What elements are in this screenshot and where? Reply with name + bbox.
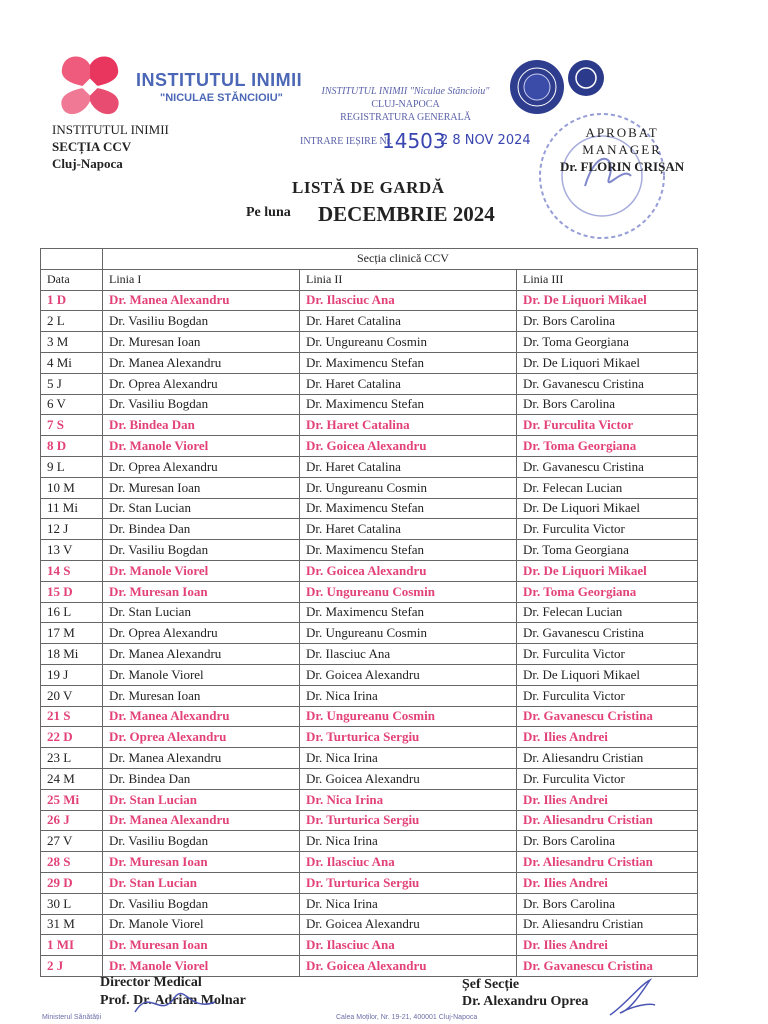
- stamp-line-1: INSTITUTUL INIMII "Niculae Stăncioiu": [321, 86, 490, 97]
- line-3-cell: Dr. Furculita Victor: [517, 415, 698, 436]
- line-1-cell: Dr. Manole Viorel: [103, 664, 300, 685]
- table-row: [41, 852, 698, 873]
- line-3-cell: Dr. Furculita Victor: [517, 519, 698, 540]
- line-2-cell: Dr. Goicea Alexandru: [300, 436, 517, 457]
- line-3-cell: Dr. Aliesandru Cristian: [517, 852, 698, 873]
- date-cell: 2 L: [41, 311, 103, 332]
- line-1-cell: Dr. Stan Lucian: [103, 602, 300, 623]
- table-header-row: [41, 269, 698, 290]
- line-1-cell: Dr. Muresan Ioan: [103, 685, 300, 706]
- date-cell: 30 L: [41, 893, 103, 914]
- month-label: Pe luna: [246, 205, 291, 220]
- approval-label: APROBAT: [585, 125, 659, 140]
- date-cell: 5 J: [41, 373, 103, 394]
- stamp-line-3: REGISTRATURA GENERALĂ: [340, 112, 471, 123]
- approval-role: MANAGER: [582, 142, 662, 157]
- line-3-cell: Dr. De Liquori Mikael: [517, 352, 698, 373]
- line-2-cell: Dr. Nica Irina: [300, 831, 517, 852]
- date-cell: 8 D: [41, 436, 103, 457]
- institute-logo: [54, 53, 126, 123]
- table-row: [41, 914, 698, 935]
- line-1-cell: Dr. Manea Alexandru: [103, 290, 300, 311]
- table-row: [41, 623, 698, 644]
- line-2-cell: Dr. Ungureanu Cosmin: [300, 706, 517, 727]
- line-3-cell: Dr. Gavanescu Cristina: [517, 456, 698, 477]
- table-row: [41, 956, 698, 977]
- line-3-cell: Dr. De Liquori Mikael: [517, 664, 698, 685]
- date-cell: 13 V: [41, 540, 103, 561]
- date-cell: 29 D: [41, 872, 103, 893]
- table-row: [41, 935, 698, 956]
- date-cell: 11 Mi: [41, 498, 103, 519]
- line-2-cell: Dr. Turturica Sergiu: [300, 810, 517, 831]
- line-1-cell: Dr. Vasiliu Bogdan: [103, 540, 300, 561]
- date-cell: 25 Mi: [41, 789, 103, 810]
- date-cell: 23 L: [41, 748, 103, 769]
- approval-name: Dr. FLORIN CRIȘAN: [560, 159, 685, 174]
- date-cell: 6 V: [41, 394, 103, 415]
- date-cell: 31 M: [41, 914, 103, 935]
- table-row: [41, 477, 698, 498]
- logo-subtitle: "NICULAE STĂNCIOIU": [160, 92, 283, 104]
- date-cell: 24 M: [41, 768, 103, 789]
- line-1-cell: Dr. Oprea Alexandru: [103, 456, 300, 477]
- section-empty-cell: [41, 249, 103, 270]
- line-2-cell: Dr. Goicea Alexandru: [300, 914, 517, 935]
- line-2-cell: Dr. Ungureanu Cosmin: [300, 623, 517, 644]
- date-cell: 19 J: [41, 664, 103, 685]
- line-3-cell: Dr. Aliesandru Cristian: [517, 810, 698, 831]
- line-1-cell: Dr. Muresan Ioan: [103, 935, 300, 956]
- line-2-cell: Dr. Turturica Sergiu: [300, 727, 517, 748]
- line-2-cell: Dr. Haret Catalina: [300, 415, 517, 436]
- registration-number: 14503: [382, 129, 446, 153]
- line-2-cell: Dr. Ungureanu Cosmin: [300, 581, 517, 602]
- table-row: [41, 456, 698, 477]
- table-row: [41, 498, 698, 519]
- table-row: [41, 352, 698, 373]
- line-1-cell: Dr. Manea Alexandru: [103, 748, 300, 769]
- line-3-cell: Dr. Toma Georgiana: [517, 540, 698, 561]
- footer-address: Calea Moților, Nr. 19-21, 400001 Cluj-Napoca: [336, 1014, 478, 1021]
- registration-date: 2 8 NOV 2024: [440, 133, 531, 148]
- document-title: LISTĂ DE GARDĂ: [292, 178, 445, 197]
- director-label: Director Medical: [100, 975, 202, 990]
- chief-signature-icon: [600, 975, 660, 1020]
- line-1-cell: Dr. Muresan Ioan: [103, 332, 300, 353]
- date-cell: 7 S: [41, 415, 103, 436]
- line-2-cell: Dr. Maximencu Stefan: [300, 394, 517, 415]
- date-cell: 27 V: [41, 831, 103, 852]
- line-3-cell: Dr. Bors Carolina: [517, 311, 698, 332]
- line-2-cell: Dr. Nica Irina: [300, 789, 517, 810]
- date-cell: 20 V: [41, 685, 103, 706]
- line-1-cell: Dr. Oprea Alexandru: [103, 623, 300, 644]
- table-row: [41, 789, 698, 810]
- line-3-cell: Dr. Felecan Lucian: [517, 477, 698, 498]
- date-cell: 3 M: [41, 332, 103, 353]
- line-3-cell: Dr. Furculita Victor: [517, 768, 698, 789]
- line-3-cell: Dr. Aliesandru Cristian: [517, 914, 698, 935]
- line-1-cell: Dr. Manea Alexandru: [103, 706, 300, 727]
- date-cell: 2 J: [41, 956, 103, 977]
- table-row: [41, 644, 698, 665]
- line-1-cell: Dr. Vasiliu Bogdan: [103, 893, 300, 914]
- line-1-cell: Dr. Vasiliu Bogdan: [103, 831, 300, 852]
- line-1-cell: Dr. Manole Viorel: [103, 436, 300, 457]
- registration-stamp: [298, 85, 513, 124]
- date-cell: 15 D: [41, 581, 103, 602]
- line-1-cell: Dr. Stan Lucian: [103, 872, 300, 893]
- line-2-cell: Dr. Goicea Alexandru: [300, 560, 517, 581]
- line-2-cell: Dr. Haret Catalina: [300, 456, 517, 477]
- line-2-cell: Dr. Nica Irina: [300, 685, 517, 706]
- line-3-cell: Dr. Gavanescu Cristina: [517, 623, 698, 644]
- approval-block: [560, 124, 684, 175]
- line-3-cell: Dr. Toma Georgiana: [517, 436, 698, 457]
- line-3-cell: Dr. Aliesandru Cristian: [517, 748, 698, 769]
- line-1-cell: Dr. Oprea Alexandru: [103, 727, 300, 748]
- line-3-cell: Dr. Bors Carolina: [517, 831, 698, 852]
- stamp-line-2: CLUJ-NAPOCA: [371, 99, 440, 110]
- line-2-cell: Dr. Goicea Alexandru: [300, 664, 517, 685]
- table-row: [41, 810, 698, 831]
- line-2-cell: Dr. Ilasciuc Ana: [300, 290, 517, 311]
- line-3-cell: Dr. Ilies Andrei: [517, 789, 698, 810]
- institution-block: [52, 121, 169, 172]
- logo-title: INSTITUTUL INIMII: [136, 70, 303, 90]
- line-1-cell: Dr. Muresan Ioan: [103, 477, 300, 498]
- line-3-cell: Dr. Ilies Andrei: [517, 872, 698, 893]
- date-cell: 22 D: [41, 727, 103, 748]
- table-row: [41, 664, 698, 685]
- section-title: Secția clinică CCV: [103, 249, 698, 270]
- date-cell: 17 M: [41, 623, 103, 644]
- header-date: Data: [41, 269, 103, 290]
- line-3-cell: Dr. Furculita Victor: [517, 644, 698, 665]
- line-1-cell: Dr. Manea Alexandru: [103, 810, 300, 831]
- table-section-row: [41, 249, 698, 270]
- line-3-cell: Dr. Toma Georgiana: [517, 332, 698, 353]
- line-1-cell: Dr. Manole Viorel: [103, 560, 300, 581]
- table-row: [41, 893, 698, 914]
- table-row: [41, 727, 698, 748]
- line-3-cell: Dr. Bors Carolina: [517, 394, 698, 415]
- line-3-cell: Dr. De Liquori Mikael: [517, 498, 698, 519]
- line-2-cell: Dr. Haret Catalina: [300, 311, 517, 332]
- table-row: [41, 415, 698, 436]
- line-2-cell: Dr. Nica Irina: [300, 748, 517, 769]
- chief-label: Șef Secție: [462, 977, 520, 992]
- line-3-cell: Dr. Bors Carolina: [517, 893, 698, 914]
- line-3-cell: Dr. Felecan Lucian: [517, 602, 698, 623]
- date-cell: 21 S: [41, 706, 103, 727]
- table-row: [41, 748, 698, 769]
- institution-city: Cluj-Napoca: [52, 156, 123, 171]
- table-row: [41, 540, 698, 561]
- line-2-cell: Dr. Ilasciuc Ana: [300, 644, 517, 665]
- line-2-cell: Dr. Maximencu Stefan: [300, 540, 517, 561]
- line-2-cell: Dr. Ilasciuc Ana: [300, 935, 517, 956]
- table-row: [41, 311, 698, 332]
- table-row: [41, 519, 698, 540]
- date-cell: 12 J: [41, 519, 103, 540]
- header-line-2: Linia II: [300, 269, 517, 290]
- line-3-cell: Dr. De Liquori Mikael: [517, 560, 698, 581]
- date-cell: 14 S: [41, 560, 103, 581]
- line-2-cell: Dr. Maximencu Stefan: [300, 498, 517, 519]
- line-1-cell: Dr. Bindea Dan: [103, 768, 300, 789]
- header-line-3: Linia III: [517, 269, 698, 290]
- line-1-cell: Dr. Manea Alexandru: [103, 644, 300, 665]
- date-cell: 10 M: [41, 477, 103, 498]
- table-row: [41, 581, 698, 602]
- line-3-cell: Dr. De Liquori Mikael: [517, 290, 698, 311]
- date-cell: 4 Mi: [41, 352, 103, 373]
- date-cell: 1 D: [41, 290, 103, 311]
- line-2-cell: Dr. Ilasciuc Ana: [300, 852, 517, 873]
- line-1-cell: Dr. Manole Viorel: [103, 956, 300, 977]
- director-name: Prof. Dr. Adrian Molnar: [100, 993, 246, 1008]
- line-2-cell: Dr. Maximencu Stefan: [300, 352, 517, 373]
- line-3-cell: Dr. Gavanescu Cristina: [517, 706, 698, 727]
- line-2-cell: Dr. Ungureanu Cosmin: [300, 332, 517, 353]
- table-row: [41, 290, 698, 311]
- date-cell: 9 L: [41, 456, 103, 477]
- table-row: [41, 831, 698, 852]
- line-2-cell: Dr. Haret Catalina: [300, 519, 517, 540]
- date-cell: 18 Mi: [41, 644, 103, 665]
- table-row: [41, 706, 698, 727]
- line-2-cell: Dr. Goicea Alexandru: [300, 768, 517, 789]
- chief-name: Dr. Alexandru Oprea: [462, 994, 589, 1009]
- institution-section: SECȚIA CCV: [52, 139, 132, 154]
- duty-roster-table: [40, 248, 698, 977]
- table-row: [41, 685, 698, 706]
- date-cell: 26 J: [41, 810, 103, 831]
- line-1-cell: Dr. Bindea Dan: [103, 519, 300, 540]
- line-2-cell: Dr. Nica Irina: [300, 893, 517, 914]
- line-1-cell: Dr. Stan Lucian: [103, 789, 300, 810]
- certification-seal-icon: [566, 58, 606, 102]
- line-2-cell: Dr. Goicea Alexandru: [300, 956, 517, 977]
- header-line-1: Linia I: [103, 269, 300, 290]
- line-3-cell: Dr. Gavanescu Cristina: [517, 373, 698, 394]
- date-cell: 16 L: [41, 602, 103, 623]
- line-3-cell: Dr. Toma Georgiana: [517, 581, 698, 602]
- table-row: [41, 602, 698, 623]
- line-2-cell: Dr. Ungureanu Cosmin: [300, 477, 517, 498]
- line-1-cell: Dr. Vasiliu Bogdan: [103, 394, 300, 415]
- line-1-cell: Dr. Vasiliu Bogdan: [103, 311, 300, 332]
- table-row: [41, 436, 698, 457]
- line-2-cell: Dr. Maximencu Stefan: [300, 602, 517, 623]
- footer-ministry: Ministerul Sănătății: [42, 1014, 102, 1021]
- institution-name: INSTITUTUL INIMII: [52, 122, 169, 137]
- line-1-cell: Dr. Muresan Ioan: [103, 852, 300, 873]
- line-1-cell: Dr. Oprea Alexandru: [103, 373, 300, 394]
- line-1-cell: Dr. Bindea Dan: [103, 415, 300, 436]
- table-row: [41, 332, 698, 353]
- stamp-entry-label: INTRARE IEȘIRE Nr.: [300, 136, 392, 147]
- director-signature-icon: [130, 982, 220, 1022]
- line-3-cell: Dr. Gavanescu Cristina: [517, 956, 698, 977]
- month-value: DECEMBRIE 2024: [318, 202, 495, 226]
- line-1-cell: Dr. Muresan Ioan: [103, 581, 300, 602]
- table-row: [41, 768, 698, 789]
- line-1-cell: Dr. Stan Lucian: [103, 498, 300, 519]
- line-2-cell: Dr. Turturica Sergiu: [300, 872, 517, 893]
- table-row: [41, 394, 698, 415]
- table-row: [41, 872, 698, 893]
- line-3-cell: Dr. Ilies Andrei: [517, 935, 698, 956]
- date-cell: 28 S: [41, 852, 103, 873]
- table-row: [41, 560, 698, 581]
- line-3-cell: Dr. Furculita Victor: [517, 685, 698, 706]
- line-1-cell: Dr. Manole Viorel: [103, 914, 300, 935]
- line-3-cell: Dr. Ilies Andrei: [517, 727, 698, 748]
- line-1-cell: Dr. Manea Alexandru: [103, 352, 300, 373]
- table-row: [41, 373, 698, 394]
- date-cell: 1 MI: [41, 935, 103, 956]
- line-2-cell: Dr. Haret Catalina: [300, 373, 517, 394]
